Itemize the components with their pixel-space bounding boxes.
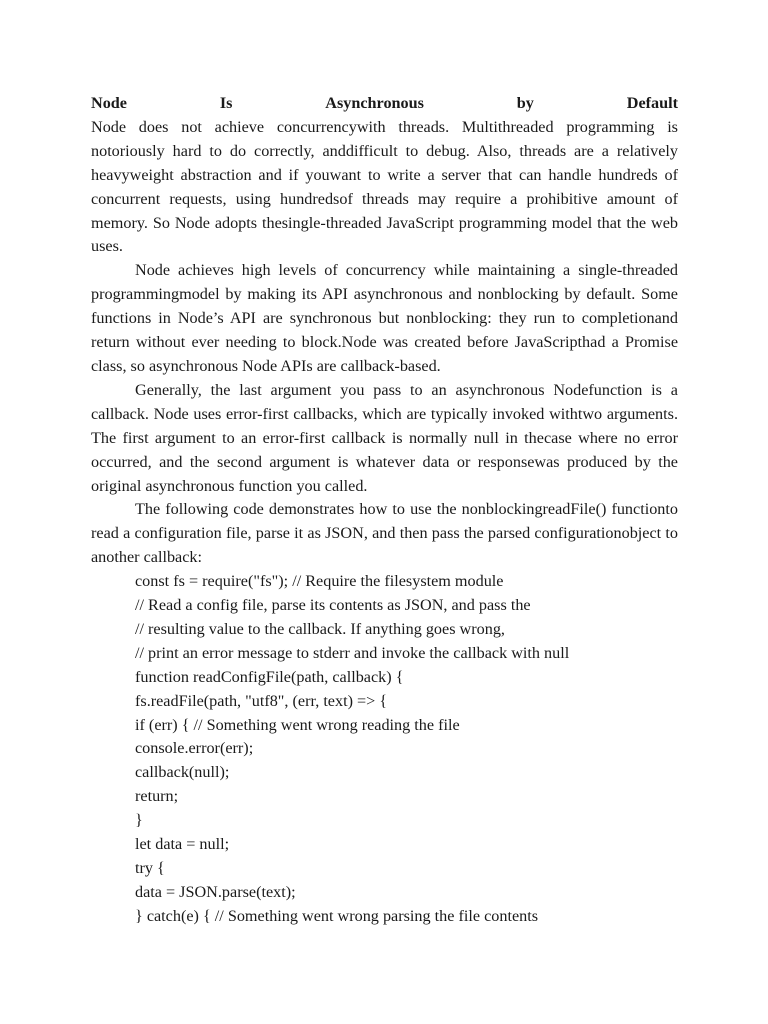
heading-word: Default (626, 94, 678, 112)
code-line: function readConfigFile(path, callback) { (135, 667, 404, 686)
code-line: return; (135, 787, 179, 806)
code-block (91, 570, 678, 929)
document-page (91, 92, 678, 929)
code-line: } catch(e) { // Something went wrong parsing the file contents (135, 906, 539, 925)
code-line: callback(null); (135, 763, 230, 782)
paragraph-concurrency: Node achieves high levels of concurrency while maintaining a single-threaded programmingmodel by making its API asynchronous and nonblocking by default. Some functions in Node’s API are synchronous but nonblocking: they run to completionand return without ever needing to block.Node was created before JavaScripthad a Promise class, so asynchronous Node APIs are callback-based. (91, 261, 678, 375)
code-line: if (err) { // Something went wrong reading the file (135, 715, 460, 734)
section-heading (91, 92, 678, 116)
heading-word: Is (219, 94, 233, 112)
code-line: data = JSON.parse(text); (135, 882, 296, 901)
code-line: // resulting value to the callback. If anything goes wrong, (135, 619, 505, 638)
paragraph-intro: Node does not achieve concurrencywith threads. Multithreaded programming is notoriously hard to do correctly, anddifficult to debug. Also, threads are a relatively heavyweight abstraction and if youwant to write a server that can handle hundreds of concurrent requests, using hundredsof threads may require a prohibitive amount of memory. So Node adopts thesingle-threaded JavaScript programming model that the web uses. (91, 117, 678, 256)
code-line: console.error(err); (135, 739, 254, 758)
heading-word: Asynchronous (325, 94, 424, 112)
code-line: const fs = require("fs"); // Require the filesystem module (135, 572, 504, 591)
paragraph-code-intro: The following code demonstrates how to use the nonblockingreadFile() functionto read a configuration file, parse it as JSON, and then pass the parsed configurationobject to another callback: (91, 500, 678, 567)
code-line: } (135, 811, 143, 830)
code-line: fs.readFile(path, "utf8", (err, text) => { (135, 691, 388, 710)
code-line: // print an error message to stderr and invoke the callback with null (135, 643, 570, 662)
heading-word: by (516, 94, 534, 112)
code-line: try { (135, 859, 165, 877)
code-line: let data = null; (135, 835, 230, 854)
heading-word: Node (91, 94, 127, 112)
code-line: // Read a config file, parse its contents as JSON, and pass the (135, 596, 531, 615)
paragraph-callbacks: Generally, the last argument you pass to an asynchronous Nodefunction is a callback. Node uses error-first callbacks, which are typically invoked withtwo arguments. The first argument to an error-first callback is normally null in thecase where no error occurred, and the second argument is whatever data or responsewas produced by the original asynchronous function you called. (91, 380, 678, 495)
